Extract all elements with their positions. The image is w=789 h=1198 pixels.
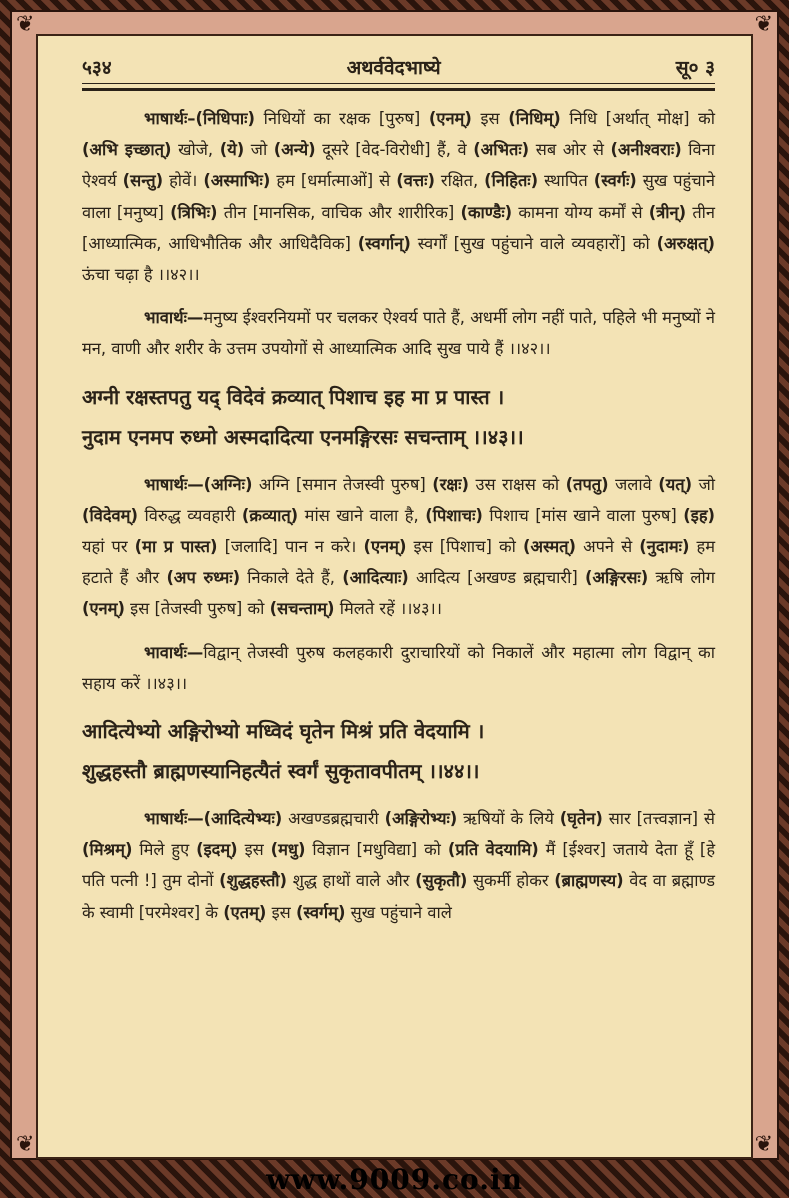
term: (अग्निः) [203,474,253,494]
gloss: विना ऐश्वर्य [82,140,715,191]
term: (आदित्याः) [342,568,409,588]
verse-line: नुदाम एनमप रुध्मो अस्मदादित्या एनमङ्गिरसः सचन्ताम् ।।४३।। [82,424,524,449]
paragraph-label: भावार्थः— [144,308,204,328]
term: (निधिपाः) [195,109,255,128]
term: (निहितः) [484,171,539,191]
gloss: विज्ञान [मधुविद्या] को [305,840,448,860]
term: (वत्तः) [396,171,435,191]
term: (अस्माभिः) [203,171,271,191]
gloss: ऋषियों के लिये [457,809,560,829]
term: (निधिम्) [508,109,561,128]
gloss: स्वर्गों [सुख पहुंचाने वाले व्यवहारों] को [410,233,657,253]
corner-flourish-icon: ❦ [16,1132,35,1157]
gloss: हम [धर्मात्माओं] से [270,171,397,191]
term: (अस्मत्) [522,537,576,557]
gloss: सब ओर से [529,140,611,160]
page-header [82,54,715,80]
gloss: उस राक्षस को [468,474,566,494]
gloss: कामना योग्य कर्मों से [512,202,649,222]
gloss: इस [471,109,509,128]
term: (एनम्) [363,537,407,557]
gloss: मनुष्य ईश्वरनियमों पर चलकर ऐश्वर्य पाते हैं, अधर्मी लोग नहीं पाते, पहिले भी मनुष्यों ने मन, वाणी और शरीर के उत्तम उपयोगों से आध्यात्मिक आदि सुख पाये हैं ।।४२।। [82,308,715,359]
term: (एतम्) [223,902,267,922]
gloss: इस [पिशाच] को [406,537,523,557]
verse-43 [82,377,715,457]
term: (स्वर्गान्) [357,233,411,253]
term: (मिश्रम्) [82,840,133,860]
gloss: ऊंचा चढ़ा है ।।४२।। [82,265,200,285]
section-42 [82,103,715,365]
term: (प्रति वेदयामि) [447,840,539,860]
paragraph [82,803,715,928]
gloss: शुद्ध हाथों वाले और [287,871,416,891]
term: (एनम्) [82,599,125,619]
term: (स्वर्गः) [593,171,637,191]
gloss: निधियों का रक्षक [पुरुष] [254,109,429,128]
term: (अभि इच्छात्) [82,140,172,160]
term: (काण्डैः) [460,202,513,222]
verse-line: अग्नी रक्षस्तपतु यद् विदेवं क्रव्यात् पिशाच इह मा प्र पास्त । [82,384,505,409]
gloss: इस [266,902,296,922]
term: (एनम्) [428,109,472,128]
term: (अङ्गिरोभ्यः) [384,809,458,829]
gloss: पिशाच [मांस खाने वाला पुरुष] [482,505,684,525]
gloss: अपने से [575,537,640,557]
term: (यत्) [658,474,693,494]
gloss: खोजे, [171,140,220,160]
term: (ये) [219,140,245,160]
gloss: ऋषि लोग [648,568,716,588]
gloss: मिले हुए [132,840,197,860]
verse-line: आदित्येभ्यो अङ्गिरोभ्यो मध्विदं घृतेन मिश्रं प्रति वेदयामि । [82,719,485,744]
gloss: इस [तेजस्वी पुरुष] को [124,599,270,619]
term: (सन्तु) [122,171,164,191]
gloss: अखण्डब्रह्मचारी [282,809,385,829]
gloss: तीन [मानसिक, वाचिक और शारीरिक] [217,202,461,222]
gloss: सार [तत्त्वज्ञान] से [602,809,715,829]
gloss: सुकर्मी होकर [467,871,555,891]
gloss: इस [237,840,271,860]
gloss: मैं [ईश्वर] जताये देता हूँ [हे पति पत्नी !] तुम दोनों [82,840,716,891]
corner-flourish-icon: ❦ [754,12,773,37]
paragraph [82,637,715,699]
gloss: विरुद्ध व्यवहारी [137,505,242,525]
gloss: हम हटाते हैं और [82,537,716,588]
gloss: यहां पर [82,537,135,557]
term: (अरुक्षत्) [656,233,716,253]
term: (अन्ये) [273,140,316,160]
paragraph [82,469,715,625]
paragraph [82,103,715,290]
gloss: [जलादि] पान न करे। [217,537,364,557]
term: (अनीश्वराः) [610,140,682,160]
gloss: जलावे [608,474,659,494]
website-footer: www.9009.co.in [266,1163,523,1196]
gloss: सुख पहुंचाने वाले [345,902,452,922]
term: (सुकृतौ) [415,871,468,891]
term: (त्रिभिः) [170,202,218,222]
term: (आदित्येभ्यः) [203,809,283,829]
gloss: जो [244,140,274,160]
term: (तपतु) [565,474,609,494]
gloss: निधि [अर्थात् मोक्ष] को [560,109,715,128]
gloss: तीन [आध्यात्मिक, आधिभौतिक और आधिदैविक] [82,202,716,253]
sukta-number: सू० ३ [675,57,715,79]
paragraph-label: भाषार्थः— [144,474,204,494]
term: (स्वर्गम्) [295,902,346,922]
corner-flourish-icon: ❦ [16,12,35,37]
verse-line: शुद्धहस्तौ ब्राह्मणस्यानिहत्यैतं स्वर्गं सुकृतावपीतम् ।।४४।। [82,759,480,784]
section-44 [82,803,715,928]
term: (इदम्) [196,840,238,860]
gloss: रक्षित, [434,171,485,191]
term: (अप रुध्मः) [166,568,241,588]
term: (विदेवम्) [82,505,138,525]
gloss: विद्वान् तेजस्वी पुरुष कलहकारी दुराचारियों को निकालें और महात्मा लोग विद्वान् का सहाय करें ।।४३।। [82,642,715,693]
paragraph-label: भावार्थः— [144,642,204,662]
gloss: मिलते रहें ।।४३।। [334,599,442,619]
term: (अभितः) [473,140,530,160]
paragraph-label: भाषार्थः— [144,809,204,829]
gloss: दूसरे [वेद-विरोधी] हैं, वे [315,140,474,160]
term: (पिशाचः) [425,505,483,525]
term: (रक्षः) [432,474,469,494]
section-43 [82,469,715,699]
term: (ब्राह्मणस्य) [554,871,624,891]
paragraph-label: भाषार्थः– [144,109,196,128]
corner-flourish-icon: ❦ [754,1132,773,1157]
term: (त्रीन्) [648,202,687,222]
term: (क्रव्यात्) [241,505,299,525]
page-number: ५३४ [82,57,112,79]
gloss: स्थापित [538,171,594,191]
gloss: आदित्य [अखण्ड ब्रह्मचारी] [408,568,586,588]
term: (घृतेन) [559,809,603,829]
gloss: सुख पहुंचाने वाला [मनुष्य] [82,171,715,222]
page-title: अथर्ववेदभाष्ये [346,57,441,79]
term: (नुदामः) [639,537,690,557]
verse-44 [82,711,715,791]
term: (सचन्ताम्) [269,599,335,619]
term: (इह) [683,505,716,525]
header-rule [82,88,715,91]
term: (मा प्र पास्त) [134,537,218,557]
gloss: जो [692,474,715,494]
term: (शुद्धहस्तौ) [219,871,288,891]
gloss: मांस खाने वाला है, [298,505,426,525]
term: (मधु) [270,840,306,860]
gloss: अग्नि [समान तेजस्वी पुरुष] [252,474,433,494]
paragraph [82,302,715,364]
book-page [36,34,753,1159]
gloss: निकाले देते हैं, [240,568,343,588]
gloss: होवें। [163,171,204,191]
gloss: वेद वा ब्रह्माण्ड के स्वामी [परमेश्वर] के [82,871,715,922]
term: (अङ्गिरसः) [585,568,649,588]
